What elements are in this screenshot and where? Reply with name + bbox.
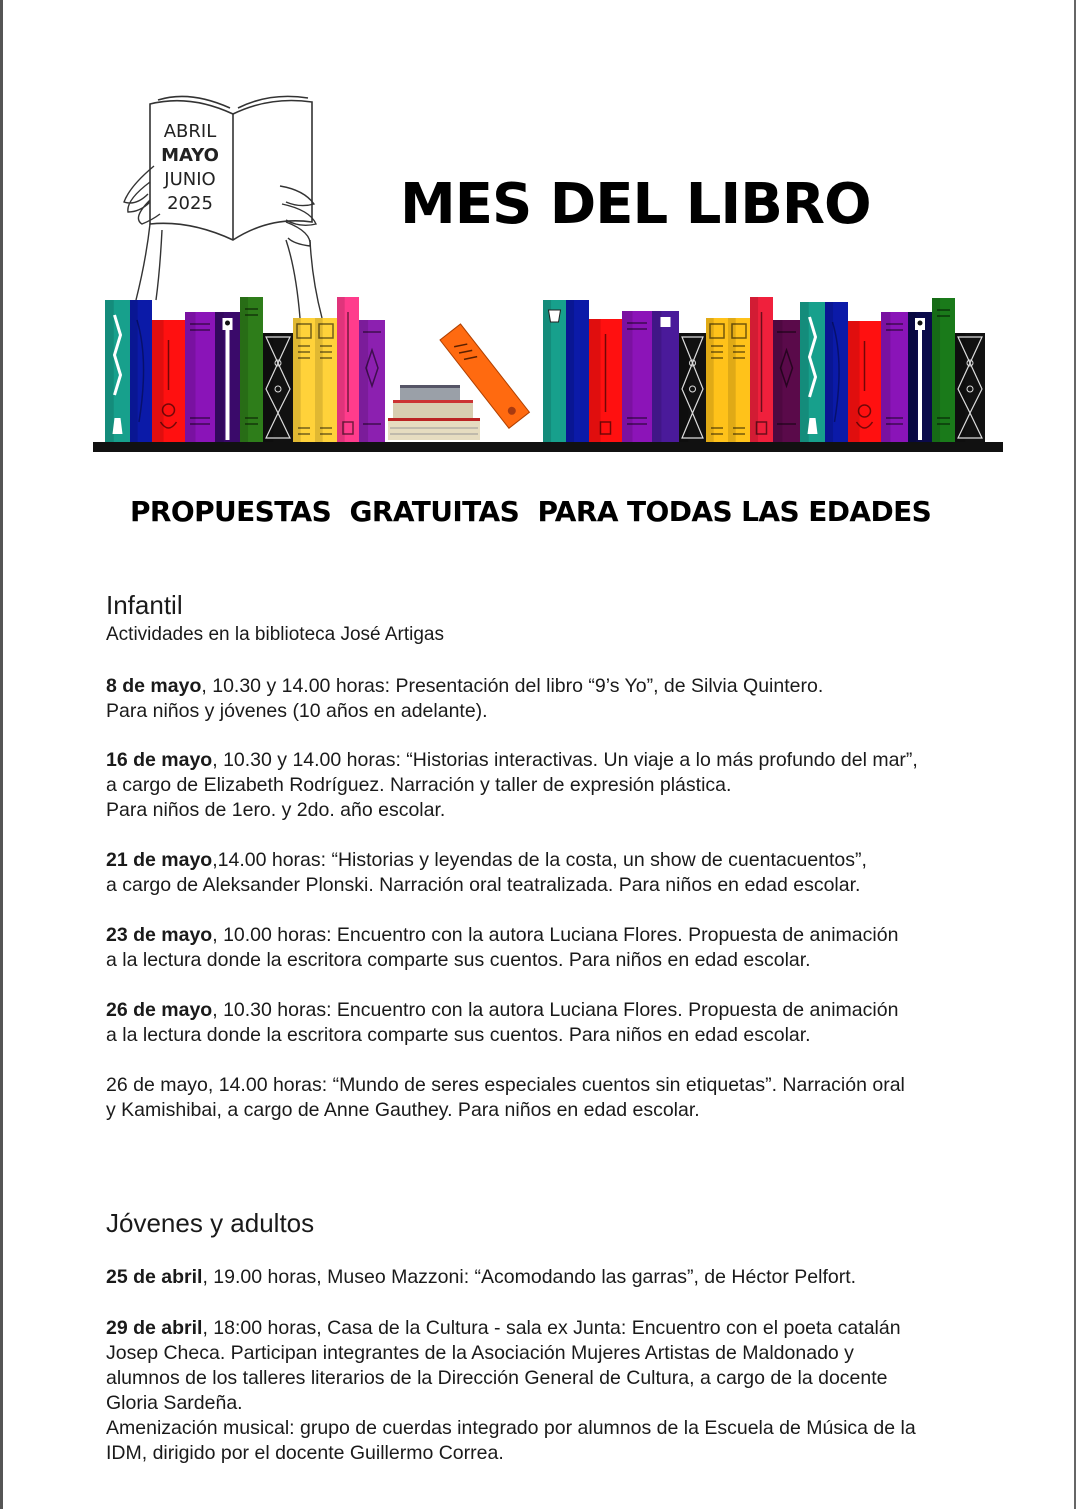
book-spine [263, 333, 293, 442]
event-date: 26 de mayo [106, 1074, 208, 1096]
event-line: 26 de mayo, 14.00 horas: “Mundo de seres especiales cuentos sin etiquetas”. Narración oral [106, 1074, 905, 1096]
book-spine [728, 318, 750, 442]
book-spine [543, 300, 566, 442]
book-spine [932, 298, 955, 442]
book-spine [825, 302, 848, 442]
book-spine [337, 297, 359, 442]
event-line: a la lectura donde la escritora comparte sus cuentos. Para niños en edad escolar. [106, 949, 811, 971]
book-spine [955, 333, 985, 442]
book-spine [800, 302, 825, 442]
event-line: 25 de abril, 19.00 horas, Museo Mazzoni: “Acomodando las garras”, de Héctor Pelfort. [106, 1266, 857, 1288]
event-line: 8 de mayo, 10.30 y 14.00 horas: Presentación del libro “9’s Yo”, de Silvia Quintero. [106, 675, 824, 697]
page-edge-left [0, 0, 3, 1509]
event-line: 26 de mayo, 10.30 horas: Encuentro con la autora Luciana Flores. Propuesta de animación [106, 999, 899, 1021]
event-line: Gloria Sardeña. [106, 1392, 243, 1414]
event-line: Para niños de 1ero. y 2do. año escolar. [106, 799, 446, 821]
event-item [106, 848, 1026, 898]
book-year: 2025 [167, 193, 213, 214]
event-line: alumnos de los talleres literarios de la Dirección General de Cultura, a cargo de la docente [106, 1367, 888, 1389]
event-line: 16 de mayo, 10.30 y 14.00 horas: “Historias interactivas. Un viaje a lo más profundo del mar”, [106, 749, 918, 771]
event-line: 21 de mayo,14.00 horas: “Historias y leyendas de la costa, un show de cuentacuentos”, [106, 849, 867, 871]
book-spine [652, 311, 679, 442]
book-spine [152, 320, 185, 442]
book-spine [315, 318, 337, 442]
page-edge-right [1074, 0, 1076, 1509]
event-line: Josep Checa. Participan integrantes de la Asociación Mujeres Artistas de Maldonado y [106, 1342, 854, 1364]
book-spine [750, 297, 773, 442]
shelf [93, 442, 1003, 452]
event-date: 26 de mayo [106, 999, 213, 1021]
book-spine [130, 300, 152, 442]
event-item [106, 923, 1026, 973]
event-item [106, 998, 1026, 1048]
event-line: a cargo de Aleksander Plonski. Narración oral teatralizada. Para niños en edad escolar. [106, 874, 861, 896]
event-date: 21 de mayo [106, 849, 213, 871]
section-heading-infantil: Infantil [106, 590, 183, 620]
book-spine [706, 318, 728, 442]
book-spine [908, 312, 932, 442]
book-spine [848, 321, 881, 442]
event-line: 23 de mayo, 10.00 horas: Encuentro con la autora Luciana Flores. Propuesta de animación [106, 924, 899, 946]
event-date: 8 de mayo [106, 675, 202, 697]
shelf-books-left [105, 297, 385, 442]
event-item [106, 674, 1026, 724]
event-item [106, 748, 1026, 823]
book-spine [215, 312, 240, 442]
event-item [106, 1316, 1026, 1466]
book-spine [185, 312, 215, 442]
event-line: Amenización musical: grupo de cuerdas integrado por alumnos de la Escuela de Música de la [106, 1417, 916, 1439]
event-date: 25 de abril [106, 1266, 203, 1288]
subtitle: PROPUESTAS GRATUITAS PARA TODAS LAS EDADES [130, 495, 932, 528]
book-month-3: JUNIO [164, 169, 216, 190]
book-spine [773, 320, 800, 442]
book-month-2: MAYO [161, 145, 219, 166]
book-spine [293, 318, 315, 442]
event-line: y Kamishibai, a cargo de Anne Gauthey. Para niños en edad escolar. [106, 1099, 700, 1121]
event-item [106, 1265, 1026, 1290]
event-item [106, 1073, 1026, 1123]
page-title: MES DEL LIBRO [400, 172, 871, 237]
event-line: IDM, dirigido por el docente Guillermo Correa. [106, 1442, 504, 1464]
book-spine [240, 297, 263, 442]
book-page-text [150, 120, 230, 216]
book-stack-icon [388, 385, 480, 440]
event-line: 29 de abril, 18:00 horas, Casa de la Cultura - sala ex Junta: Encuentro con el poeta catalán [106, 1317, 901, 1339]
book-spine [622, 311, 652, 442]
book-spine [566, 300, 589, 442]
event-line: a cargo de Elizabeth Rodríguez. Narración y taller de expresión plástica. [106, 774, 732, 796]
section-heading-jovenes-adultos: Jóvenes y adultos [106, 1208, 315, 1238]
banner-illustration [90, 90, 1010, 460]
shelf-books-right [543, 297, 985, 442]
book-spine [105, 300, 130, 442]
event-date: 16 de mayo [106, 749, 213, 771]
event-date: 29 de abril [106, 1317, 203, 1339]
book-spine [359, 320, 385, 442]
section-subheading-infantil: Actividades en la biblioteca José Artigas [106, 624, 444, 645]
book-spine [881, 312, 908, 442]
book-spine [679, 333, 706, 442]
event-line: Para niños y jóvenes (10 años en adelante). [106, 700, 488, 722]
book-month-1: ABRIL [163, 121, 217, 142]
event-line: a la lectura donde la escritora comparte sus cuentos. Para niños en edad escolar. [106, 1024, 811, 1046]
event-date: 23 de mayo [106, 924, 213, 946]
book-spine [589, 319, 622, 442]
